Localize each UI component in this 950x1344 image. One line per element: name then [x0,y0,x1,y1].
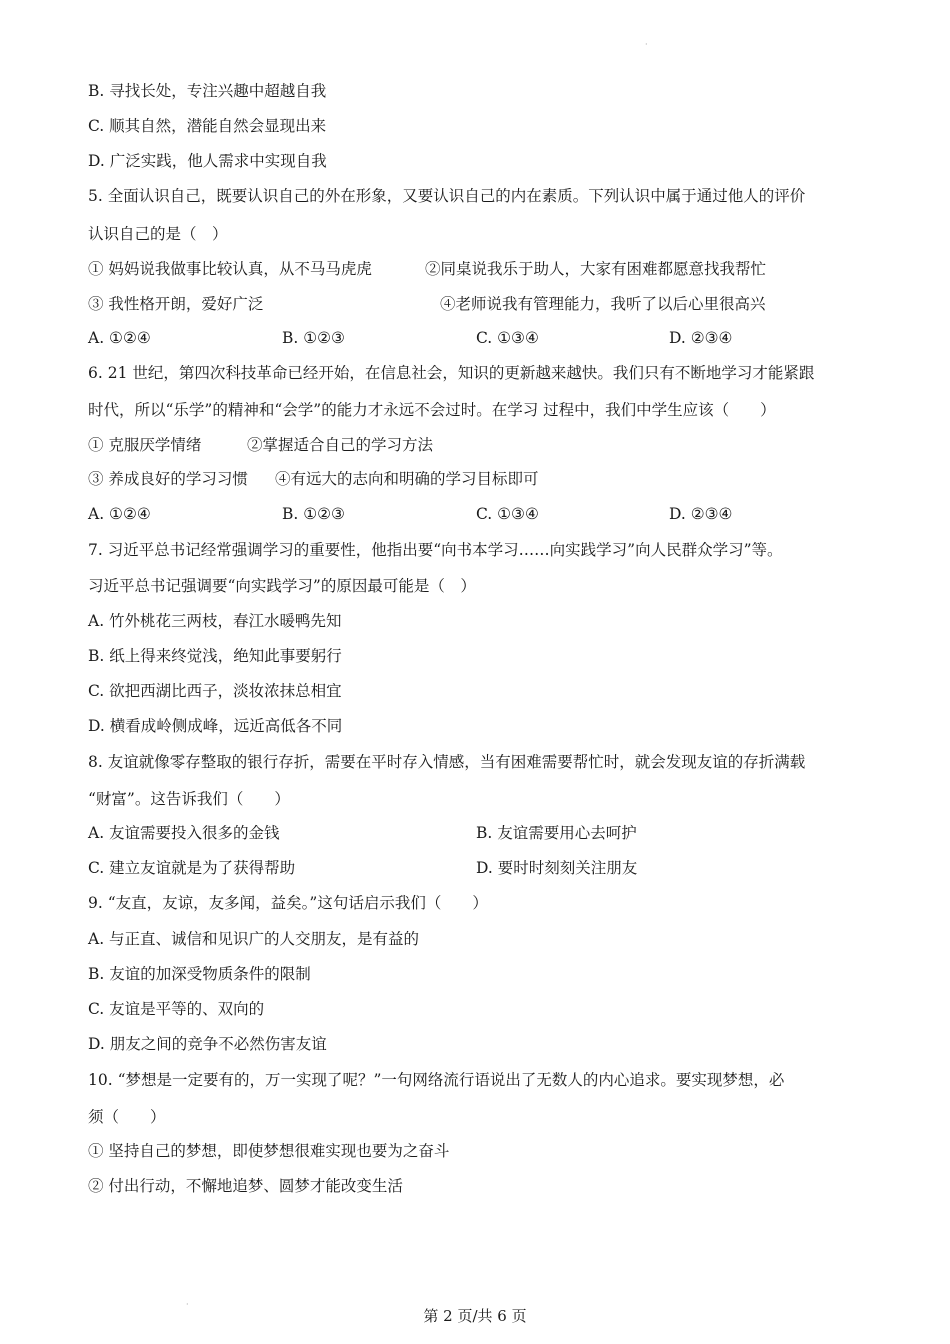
q6-option-d: D. ②③④ [669,505,733,523]
q9-option-d: D. 朋友之间的竞争不必然伤害友谊 [88,1035,327,1053]
q9-option-b: B. 友谊的加深受物质条件的限制 [88,965,311,983]
q10-stem-cont: 须（ ） [88,1108,166,1126]
q10-statement-1: ① 坚持自己的梦想，即使梦想很难实现也要为之奋斗 [88,1142,450,1160]
q5-statement-4: ④老师说我有管理能力，我听了以后心里很高兴 [440,295,766,313]
q5-option-d: D. ②③④ [669,329,733,347]
bottom-mark: · [186,1300,189,1309]
q7-stem-cont: 习近平总书记强调要“向实践学习”的原因最可能是（ ） [88,577,476,595]
option-4d: D. 广泛实践，他人需求中实现自我 [88,152,327,170]
q9-option-c: C. 友谊是平等的、双向的 [88,1000,265,1018]
option-4c: C. 顺其自然，潜能自然会显现出来 [88,117,327,135]
q8-option-d: D. 要时时刻刻关注朋友 [476,859,638,877]
q6-option-c: C. ①③④ [476,505,539,523]
q9-option-a: A. 与正直、诚信和见识广的人交朋友，是有益的 [88,930,420,948]
q7-option-d: D. 横看成岭侧成峰，远近高低各不同 [88,717,343,735]
q5-option-b: B. ①②③ [282,329,345,347]
q5-statement-1: ① 妈妈说我做事比较认真，从不马马虎虎 [88,260,372,278]
q5-stem: 5. 全面认识自己，既要认识自己的外在形象，又要认识自己的内在素质。下列认识中属于通过他人的评价 [88,187,806,205]
q8-option-c: C. 建立友谊就是为了获得帮助 [88,859,296,877]
option-4b: B. 寻找长处，专注兴趣中超越自我 [88,82,327,100]
q7-option-a: A. 竹外桃花三两枝，春江水暖鸭先知 [88,612,342,630]
q6-option-a: A. ①②④ [88,505,151,523]
corner-mark: · [645,40,648,49]
q5-stem-cont: 认识自己的是（ ） [88,225,228,243]
q7-option-c: C. 欲把西湖比西子，淡妆浓抹总相宜 [88,682,342,700]
q10-stem: 10. “梦想是一定要有的，万一实现了呢？”一句网络流行语说出了无数人的内心追求。要实现梦想，必 [88,1071,785,1089]
q7-stem: 7. 习近平总书记经常强调学习的重要性，他指出要“向书本学习……向实践学习”向人民群众学习”等。 [88,541,783,559]
q6-stem: 6. 21 世纪，第四次科技革命已经开始，在信息社会，知识的更新越来越快。我们只有不断地学习才能紧跟 [88,364,815,382]
q8-option-b: B. 友谊需要用心去呵护 [476,824,637,842]
q6-statement-1: ① 克服厌学情绪 [88,436,202,454]
q6-stem-cont: 时代，所以“乐学”的精神和“会学”的能力才永远不会过时。在学习 过程中，我们中学生应该（ ） [88,401,776,419]
q8-stem-cont: “财富”。这告诉我们（ ） [88,790,290,808]
q6-statement-2: ②掌握适合自己的学习方法 [247,436,434,454]
q6-option-b: B. ①②③ [282,505,345,523]
q8-stem: 8. 友谊就像零存整取的银行存折，需要在平时存入情感，当有困难需要帮忙时，就会发现友谊的存折满载 [88,753,806,771]
q10-statement-2: ② 付出行动，不懈地追梦、圆梦才能改变生活 [88,1177,403,1195]
q7-option-b: B. 纸上得来终觉浅，绝知此事要躬行 [88,647,342,665]
q6-statement-3: ③ 养成良好的学习习惯 [88,470,248,488]
q5-option-a: A. ①②④ [88,329,151,347]
page-footer: 第 2 页/共 6 页 [423,1307,527,1325]
q6-statement-4: ④有远大的志向和明确的学习目标即可 [275,470,539,488]
q5-statement-3: ③ 我性格开朗，爱好广泛 [88,295,264,313]
q8-option-a: A. 友谊需要投入很多的金钱 [88,824,280,842]
q5-option-c: C. ①③④ [476,329,539,347]
q5-statement-2: ②同桌说我乐于助人，大家有困难都愿意找我帮忙 [425,260,767,278]
q9-stem: 9. “友直，友谅，友多闻，益矣。”这句话启示我们（ ） [88,894,488,912]
